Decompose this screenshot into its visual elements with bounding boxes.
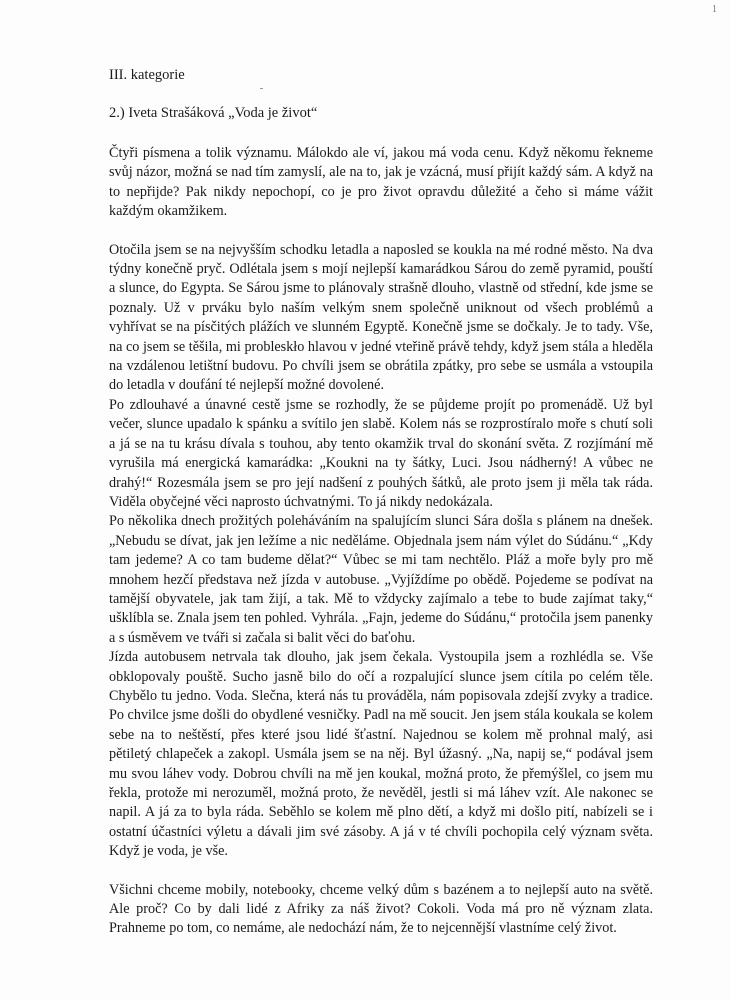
paragraph-sudan: Jízda autobusem netrvala tak dlouho, jak jsem čekala. Vystoupila jsem a rozhlédla se. Vše obklopovaly pouště. Sucho jasně bilo do očí a rozpalující slunce jsem cítila po celém těle. Chybělo tu jedno. Voda. Slečna, která nás tu prováděla, nám popisovala zdejší zvyky a tradice. Po chvilce jsme došli do obydlené vesničky. Padl na mě soucit. Jen jsem stála koukala se kolem sebe na to neštěstí, přes které jsou lidé šťastní. Najednou se kolem mě prohnal malý, asi pětiletý chlapeček a zakopl. Usmála jsem se na něj. Byl úžasný. „Na, napij se,“ podával jsem mu svou láhev vody. Dobrou chvíli na mě jen koukal, možná proto, že přemýšlel, co jsem mu řekla, protože mi nerozuměl, možná proto, že nevěděl, jestli si má láhev vzít. Ale nakonec se napil. A já za to byla ráda. Seběhlo se kolem mě plno dětí, a když mi došlo pití, nabízeli se i ostatní účastníci výletu a dávali jim své zásoby. A já v té chvíli pochopila celý význam světa. Když je voda, je vše. — [109, 649, 653, 860]
corner-mark: 1 — [712, 4, 717, 15]
paragraph-promenade: Po zdlouhavé a únavné cestě jsme se rozhodly, že se půjdeme projít po promenádě. Už byl večer, slunce upadalo k spánku a svítilo jen slabě. Kolem nás se rozprostíralo moře s chutí soli a já se na tu krásu dívala s touhou, aby tento okamžik trval do skonání světa. Z rozjímání mě vyrušila má energická kamarádka: „Koukni na ty šátky, Luci. Jsou nádherný! A vůbec ne drahý!“ Rozesmála jsem se pro její nadšení z pouhých šátků, ale proto jsem ji měla tak ráda. Viděla obyčejné věci naprosto úchvatnými. To já nikdy nedokázala. — [109, 396, 653, 510]
essay-body — [109, 144, 653, 939]
category-label: III. kategorie — [109, 67, 185, 83]
paragraph-conclusion: Všichni chceme mobily, notebooky, chceme velký dům s bazénem a to nejlepší auto na světě. Ale proč? Co by dali lidé z Afriky za náš život? Cokoli. Voda má pro ně význam zlata. Prahneme po tom, co nemáme, ale nedochází nám, že to nejcennější vlastníme celý život. — [109, 881, 653, 937]
paragraph-departure: Otočila jsem se na nejvyšším schodku letadla a naposled se koukla na mé rodné město. Na dva týdny konečně pryč. Odlétala jsem s mojí nejlepší kamarádkou Sárou do země pyramid, pouští a slunce, do Egypta. Se Sárou jsme to plánovaly strašně dlouho, vlastně od střední, kde jsme se poznaly. Už v prváku bylo naším velkým snem společně uniknout od všech problémů a vyhřívat se na písčitých plážích ve slunném Egyptě. Konečně jsme se dočkaly. Je to tady. Vše, na co jsem se těšila, mi probleskło hlavou v jedné vteřině právě tehdy, když jsem stála a hleděla na vzdálenou letištní budovu. Po chvíli jsem se obrátila zpátky, pro sebe se usmála a vstoupila do letadla v doufání té nejlepší možné dovolené. — [109, 241, 653, 394]
paragraph-plan: Po několika dnech prožitých poleháváním na spalujícím slunci Sára došla s plánem na dnešek. „Nebudu se dívat, jak jen ležíme a nic neděláme. Objednala jsem nám výlet do Súdánu.“ „Kdy tam jedeme? A co tam budeme dělat?“ Vůbec se mi tam nechtělo. Pláž a moře byly pro mě mnohem hezčí představa než jízda v autobuse. „Vyjíždíme po obědě. Pojedeme se podívat na tamější obyvatele, jak tam žijí, a tak. Mě to vždycky zajímalo a tebe to bude zajímat taky,“ ušklíbla se. Znala jsem ten pohled. Vyhrála. „Fajn, jedeme do Súdánu,“ protočila jsem panenky a s úsměvem ve tváři si začala si balit věci do baťohu. — [109, 513, 653, 646]
scan-speck — [260, 88, 263, 89]
essay-heading: 2.) Iveta Strašáková „Voda je život“ — [109, 105, 318, 121]
paragraph-intro: Čtyři písmena a tolik významu. Málokdo ale ví, jakou má voda cenu. Když někomu řekneme svůj názor, možná se nad tím zamyslí, ale na to, jak je vzácná, musí přijít každý sám. A když na to nepřijde? Pak nikdy nepochopí, co je pro život opravdu důležité a čeho si máme vážit každým okamžikem. — [109, 145, 653, 220]
